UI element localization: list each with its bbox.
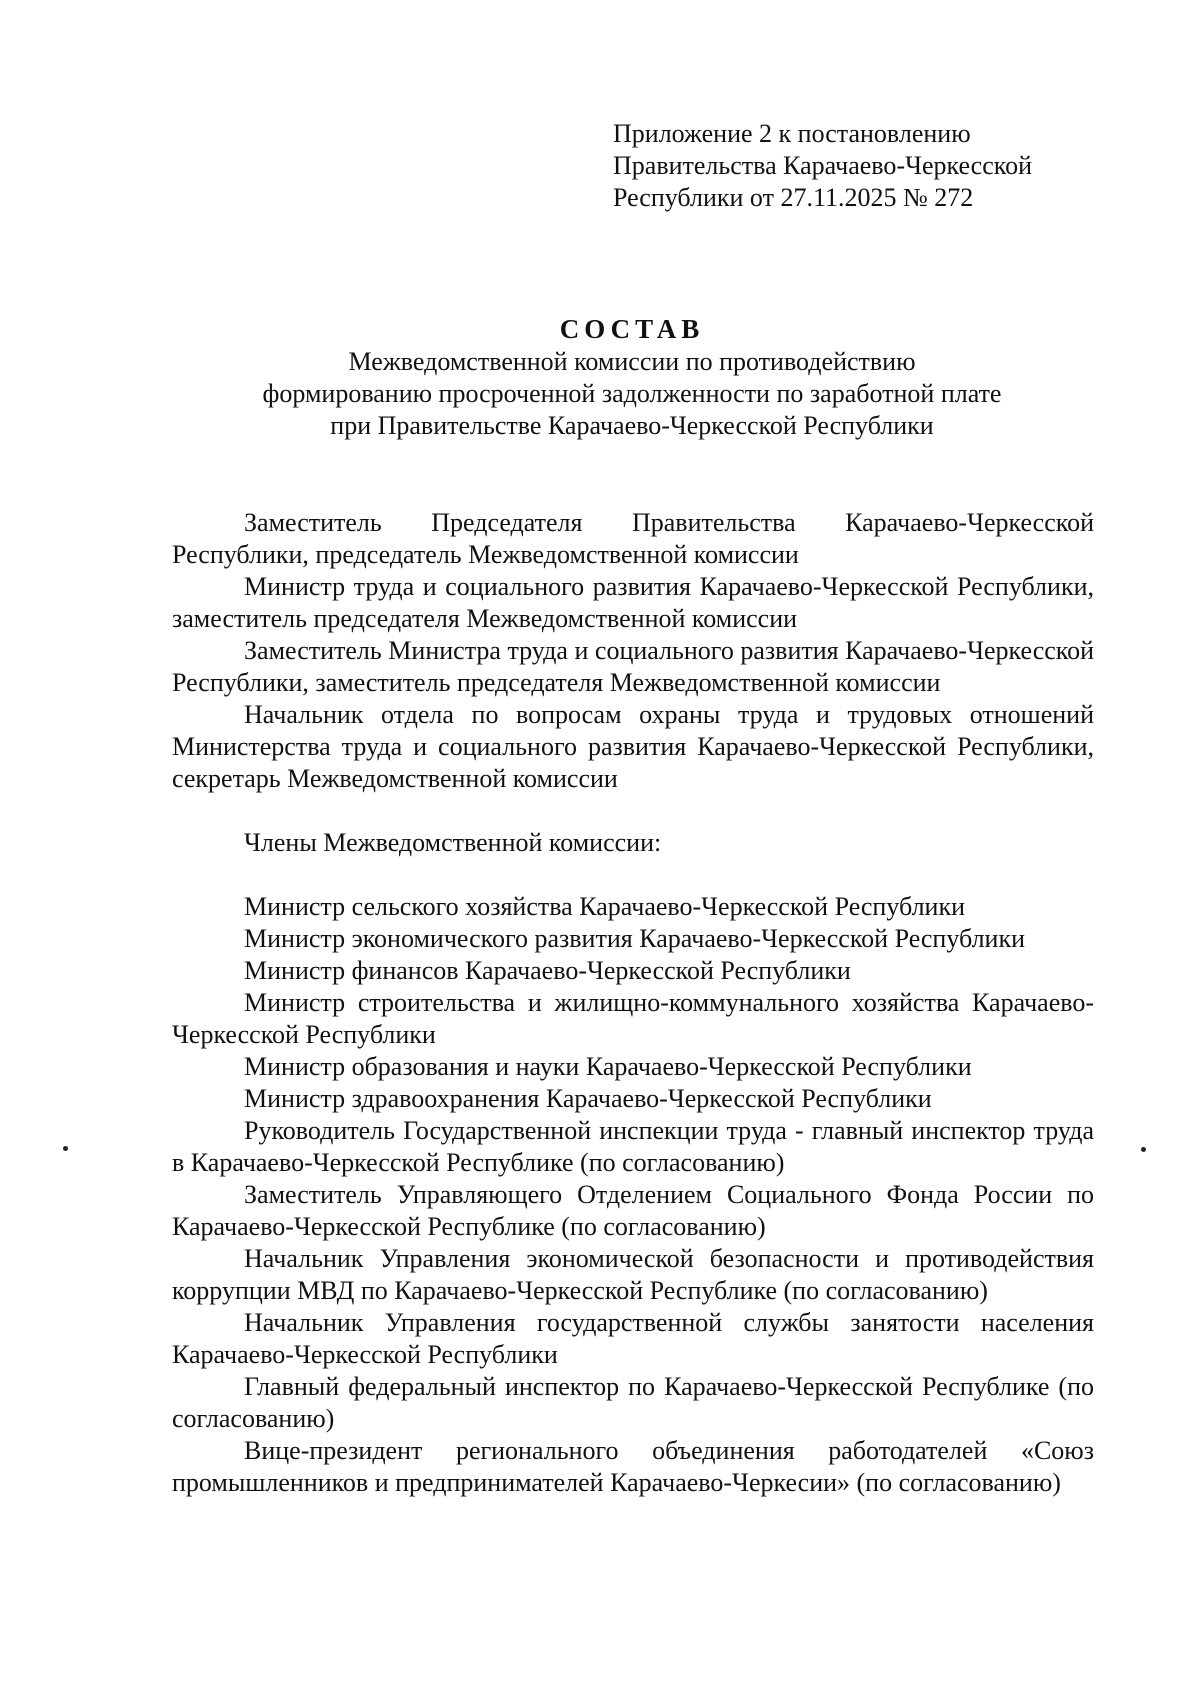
scan-speck bbox=[1141, 1147, 1146, 1152]
leadership-entry: Министр труда и социального развития Карачаево-Черкесской Республики, заместитель председателя Межведомственной комиссии bbox=[172, 572, 1094, 633]
subtitle-line: Межведомственной комиссии по противодействию bbox=[348, 347, 916, 376]
appendix-line: Приложение 2 к постановлению bbox=[613, 119, 971, 148]
member-entry: Министр здравоохранения Карачаево-Черкесской Республики bbox=[244, 1084, 932, 1113]
subtitle-line: формированию просроченной задолженности по заработной плате bbox=[262, 379, 1002, 408]
member-entry: Министр строительства и жилищно-коммунального хозяйства Карачаево-Черкесской Республики bbox=[172, 988, 1094, 1049]
document-title: СОСТАВ bbox=[559, 314, 705, 344]
member-entry: Руководитель Государственной инспекции труда - главный инспектор труда в Карачаево-Черкесской Республике (по согласованию) bbox=[172, 1116, 1094, 1177]
member-entry: Министр экономического развития Карачаево-Черкесской Республики bbox=[244, 924, 1026, 953]
appendix-line: Республики от 27.11.2025 № 272 bbox=[613, 183, 974, 212]
appendix-note bbox=[613, 118, 1133, 214]
member-entry: Начальник Управления государственной службы занятости населения Карачаево-Черкесской Республики bbox=[172, 1308, 1094, 1369]
leadership-entry: Заместитель Председателя Правительства Карачаево-Черкесской Республики, председатель Межведомственной комиссии bbox=[172, 508, 1094, 569]
leadership-entry: Начальник отдела по вопросам охраны труда и трудовых отношений Министерства труда и социального развития Карачаево-Черкесской Республики, секретарь Межведомственной комиссии bbox=[172, 700, 1094, 793]
member-entry: Вице-президент регионального объединения работодателей «Союз промышленников и предпринимателей Карачаево-Черкесии» (по согласованию) bbox=[172, 1436, 1094, 1497]
leadership-entry: Заместитель Министра труда и социального развития Карачаево-Черкесской Республики, заместитель председателя Межведомственной комиссии bbox=[172, 636, 1094, 697]
document-subtitle bbox=[170, 346, 1094, 442]
title-block bbox=[170, 312, 1094, 442]
member-entry: Заместитель Управляющего Отделением Социального Фонда России по Карачаево-Черкесской Республике (по согласованию) bbox=[172, 1180, 1094, 1241]
member-entry: Министр финансов Карачаево-Черкесской Республики bbox=[244, 956, 851, 985]
member-entry: Министр сельского хозяйства Карачаево-Черкесской Республики bbox=[244, 892, 966, 921]
member-entry: Министр образования и науки Карачаево-Черкесской Республики bbox=[244, 1052, 972, 1081]
appendix-line: Правительства Карачаево-Черкесской bbox=[613, 151, 1032, 180]
member-entry: Начальник Управления экономической безопасности и противодействия коррупции МВД по Карачаево-Черкесской Республике (по согласованию) bbox=[172, 1244, 1094, 1305]
document-body bbox=[172, 507, 1094, 1499]
member-entry: Главный федеральный инспектор по Карачаево-Черкесской Республике (по согласованию) bbox=[172, 1372, 1094, 1433]
members-heading: Члены Межведомственной комиссии: bbox=[244, 828, 662, 857]
scan-speck bbox=[63, 1146, 68, 1151]
subtitle-line: при Правительстве Карачаево-Черкесской Республики bbox=[330, 411, 934, 440]
